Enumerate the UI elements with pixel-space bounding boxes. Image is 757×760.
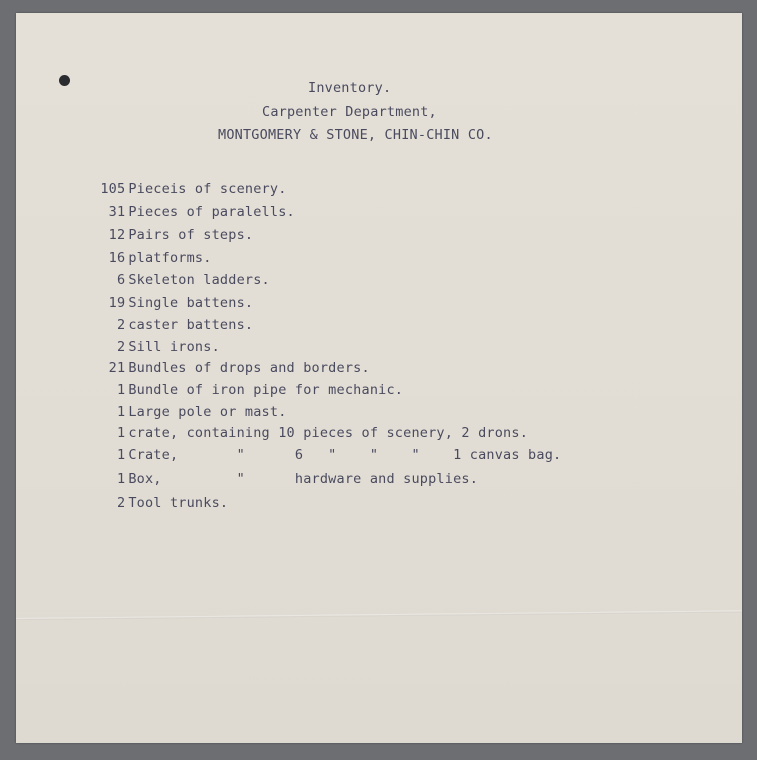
item-qty: 1 xyxy=(116,447,126,463)
fold-crease xyxy=(16,610,742,620)
item-qty: 2 xyxy=(116,339,126,355)
item-desc: Pieces of paralells. xyxy=(128,204,295,220)
item-desc: Sill irons. xyxy=(128,339,220,355)
item-qty: 16 xyxy=(108,250,126,266)
item-qty: 1 xyxy=(116,382,126,398)
inventory-row xyxy=(56,344,370,376)
item-qty: 1 xyxy=(116,471,126,487)
item-desc: crate, containing 10 pieces of scenery, 2 drons. xyxy=(128,425,529,441)
item-desc: Bundle of iron pipe for mechanic. xyxy=(128,382,404,398)
inventory-row xyxy=(56,301,254,333)
item-desc: caster battens. xyxy=(128,317,254,333)
inventory-row xyxy=(56,188,295,220)
item-desc: Single battens. xyxy=(128,295,254,311)
item-desc: Pieceis of scenery. xyxy=(128,181,287,197)
item-desc: Box, " hardware and supplies. xyxy=(128,471,479,487)
inventory-row xyxy=(56,366,404,398)
inventory-row xyxy=(56,388,287,420)
punch-hole xyxy=(59,75,70,86)
item-desc: Crate, " 6 " " " 1 canvas bag. xyxy=(128,447,562,463)
inventory-row xyxy=(56,323,220,355)
inventory-row xyxy=(56,256,270,288)
inventory-row xyxy=(56,234,212,266)
item-qty: 12 xyxy=(108,227,126,243)
header-department: Carpenter Department, xyxy=(262,104,437,120)
inventory-row xyxy=(56,211,254,243)
item-desc: Tool trunks. xyxy=(128,495,229,511)
inventory-row xyxy=(56,479,229,511)
header-company: MONTGOMERY & STONE, CHIN-CHIN CO. xyxy=(218,127,493,143)
item-qty: 19 xyxy=(108,295,126,311)
item-qty: 6 xyxy=(116,272,126,288)
item-desc: Bundles of drops and borders. xyxy=(128,360,370,376)
inventory-row xyxy=(56,455,479,487)
item-qty: 2 xyxy=(116,317,126,333)
inventory-row xyxy=(56,279,254,311)
item-desc: platforms. xyxy=(128,250,212,266)
item-qty: 21 xyxy=(108,360,126,376)
item-desc: Large pole or mast. xyxy=(128,404,287,420)
document-page xyxy=(16,13,742,743)
item-qty: 31 xyxy=(108,204,126,220)
inventory-row xyxy=(56,409,529,441)
inventory-row xyxy=(56,431,562,463)
item-qty: 2 xyxy=(116,495,126,511)
header-title: Inventory. xyxy=(308,80,392,96)
item-qty: 105 xyxy=(100,181,126,197)
item-qty: 1 xyxy=(116,404,126,420)
item-desc: Pairs of steps. xyxy=(128,227,254,243)
item-qty: 1 xyxy=(116,425,126,441)
inventory-row xyxy=(56,165,287,197)
item-desc: Skeleton ladders. xyxy=(128,272,270,288)
